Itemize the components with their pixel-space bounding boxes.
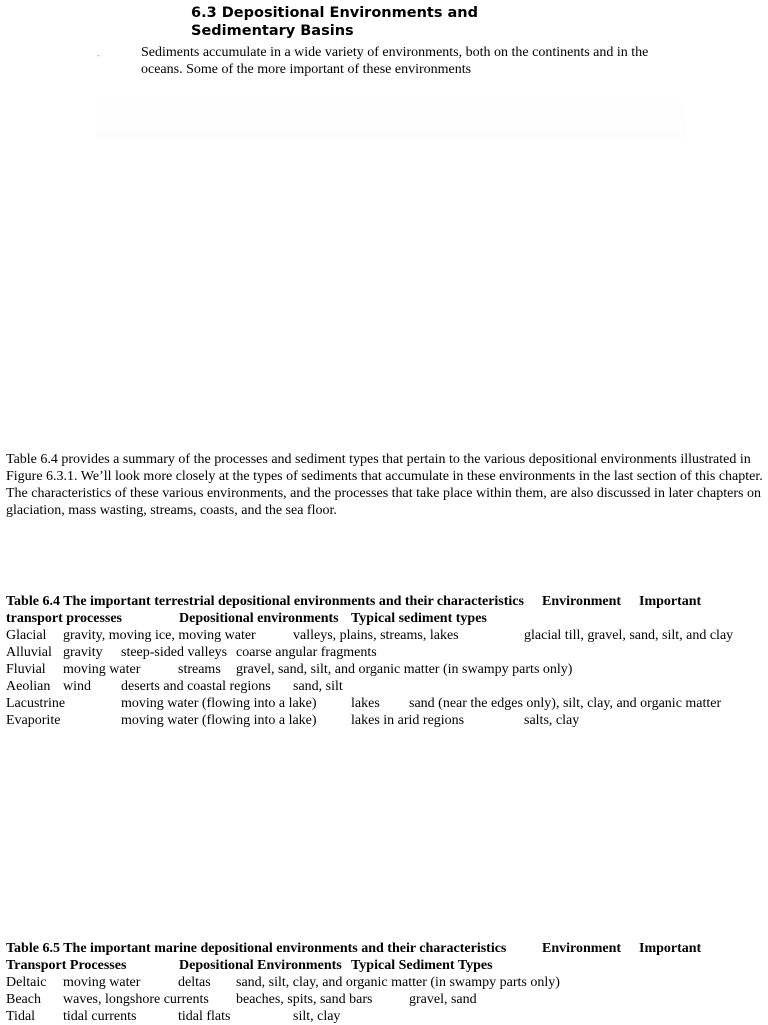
table-cell: tidal currents (63, 1009, 137, 1024)
table-title: Table 6.5 The important marine depositional environments and their characteristics (6, 941, 507, 956)
table-cell: moving water (63, 975, 141, 990)
section-heading-line1: 6.3 Depositional Environments and (191, 5, 478, 21)
table-cell: lakes in arid regions (351, 713, 465, 728)
figure-placeholder (96, 88, 686, 140)
header-transport: Transport Processes (6, 958, 127, 973)
table-cell: beaches, spits, sand bars (236, 992, 373, 1007)
table-cell: Beach (6, 992, 41, 1007)
header-important: Important (639, 941, 702, 956)
table-cell: coarse angular fragments (236, 645, 377, 660)
table-title: Table 6.4 The important terrestrial depositional environments and their characteristics (6, 594, 524, 609)
table-cell: salts, clay (524, 713, 580, 728)
header-sediment: Typical Sediment Types (351, 958, 493, 973)
table-cell: Aeolian (6, 679, 51, 694)
table-cell: Lacustrine (6, 696, 66, 711)
table-title-row (6, 940, 764, 957)
table-row (6, 974, 764, 991)
section-heading (191, 4, 591, 40)
table-row (6, 1008, 764, 1025)
header-transport: transport processes (6, 611, 123, 626)
header-depositional: Depositional environments (179, 611, 339, 626)
intro-text: Sediments accumulate in a wide variety of environments, both on the continents and in the oceans. Some of the more important of these environments (141, 45, 649, 77)
table-cell: deserts and coastal regions (121, 679, 271, 694)
marine-table (6, 940, 764, 1025)
header-depositional: Depositional Environments (179, 958, 342, 973)
table-row (6, 678, 764, 695)
table-cell: gravity, moving ice, moving water (63, 628, 256, 643)
table-row (6, 712, 764, 729)
table-cell: waves, longshore currents (63, 992, 209, 1007)
table-cell: moving water (63, 662, 141, 677)
header-sediment: Typical sediment types (351, 611, 487, 626)
table-cell: Deltaic (6, 975, 47, 990)
bullet-marker: - (97, 50, 100, 60)
table-row (6, 644, 764, 661)
table-cell: tidal flats (178, 1009, 231, 1024)
table-cell: sand, silt (293, 679, 343, 694)
header-environment: Environment (542, 594, 622, 609)
table-cell: gravity (63, 645, 103, 660)
table-title-row (6, 593, 764, 610)
table-row (6, 627, 764, 644)
table-cell: sand, silt, clay, and organic matter (in swampy parts only) (236, 975, 560, 990)
table-cell: sand (near the edges only), silt, clay, and organic matter (409, 696, 722, 711)
section-heading-line2: Sedimentary Basins (191, 23, 354, 39)
table-cell: moving water (flowing into a lake) (121, 696, 317, 711)
table-cell: Evaporite (6, 713, 61, 728)
table-cell: gravel, sand, silt, and organic matter (in swampy parts only) (236, 662, 573, 677)
header-important: Important (639, 594, 702, 609)
table-cell: Glacial (6, 628, 47, 643)
table-row (6, 695, 764, 712)
header-environment: Environment (542, 941, 622, 956)
table-cell: Alluvial (6, 645, 52, 660)
table-cell: streams (178, 662, 221, 677)
table-cell: lakes (351, 696, 380, 711)
table-cell: steep-sided valleys (121, 645, 228, 660)
table-cell: deltas (178, 975, 211, 990)
table-cell: Fluvial (6, 662, 46, 677)
table-header-row (6, 957, 764, 974)
terrestrial-table (6, 593, 764, 729)
table-header-row (6, 610, 764, 627)
table-cell: gravel, sand (409, 992, 477, 1007)
summary-paragraph: Table 6.4 provides a summary of the processes and sediment types that pertain to the various depositional environments illustrated in Figure 6.3.1. We’ll look more closely at the types of sediments that accumulate in these environments in the last section of this chapter. The characteristics of these various environments, and the processes that take place within them, are also discussed in later chapters on glaciation, mass wasting, streams, coasts, and the sea floor. (6, 452, 763, 518)
table-cell: glacial till, gravel, sand, silt, and clay (524, 628, 734, 643)
table-cell: wind (63, 679, 91, 694)
table-cell: valleys, plains, streams, lakes (293, 628, 459, 643)
table-cell: moving water (flowing into a lake) (121, 713, 317, 728)
table-cell: Tidal (6, 1009, 36, 1024)
table-row (6, 991, 764, 1008)
table-cell: silt, clay (293, 1009, 341, 1024)
table-row (6, 661, 764, 678)
